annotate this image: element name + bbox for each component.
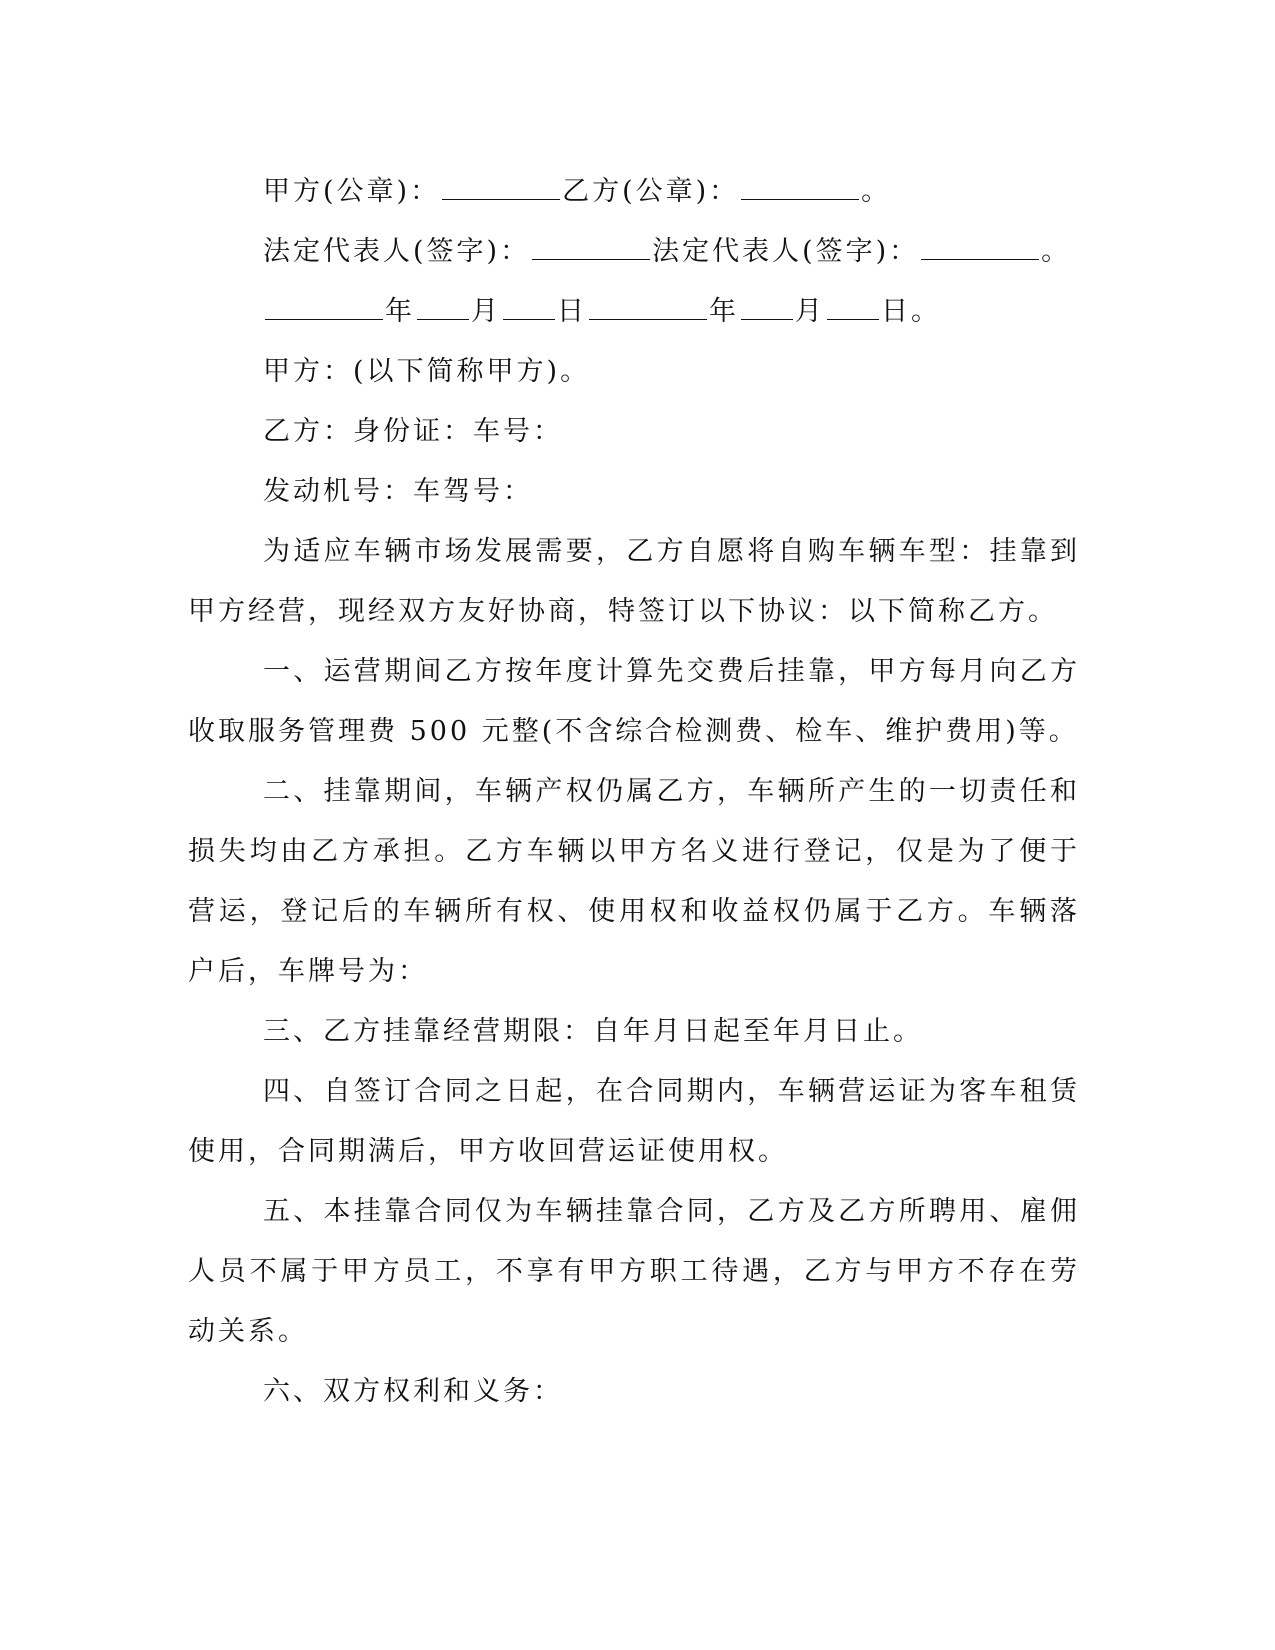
clause-3: 三、乙方挂靠经营期限：自年月日起至年月日止。 bbox=[263, 1016, 923, 1047]
party-b-seal-label: 乙方(公章)： bbox=[562, 176, 740, 207]
party-a-seal-blank bbox=[442, 167, 560, 200]
day-2-blank bbox=[827, 287, 879, 320]
year-2-label: 年 bbox=[709, 296, 739, 327]
year-1-blank bbox=[265, 287, 383, 320]
clause-1: 一、运营期间乙方按年度计算先交费后挂靠，甲方每月向乙方收取服务管理费 500 元整(不含综合检测费、检车、维护费用)等。 bbox=[188, 656, 1080, 747]
party-a-line: 甲方：(以下简称甲方)。 bbox=[263, 356, 591, 387]
engine-line: 发动机号：车驾号： bbox=[263, 476, 533, 507]
day-1-label: 日 bbox=[557, 296, 587, 327]
legal-rep-b-label: 法定代表人(签字)： bbox=[652, 236, 920, 267]
legal-rep-line bbox=[188, 222, 1080, 282]
month-2-blank bbox=[741, 287, 793, 320]
seal-line bbox=[188, 162, 1080, 222]
seal-line-end: 。 bbox=[861, 176, 892, 207]
party-b-line: 乙方：身份证：车号： bbox=[263, 416, 563, 447]
year-1-label: 年 bbox=[385, 296, 415, 327]
legal-rep-a-label: 法定代表人(签字)： bbox=[263, 236, 531, 267]
clause-4: 四、自签订合同之日起，在合同期内，车辆营运证为客车租赁使用，合同期满后，甲方收回营运证使用权。 bbox=[188, 1076, 1080, 1167]
party-b-seal-blank bbox=[741, 167, 859, 200]
document-body bbox=[188, 162, 1080, 1422]
party-a-seal-label: 甲方(公章)： bbox=[263, 176, 441, 207]
legal-rep-b-blank bbox=[921, 227, 1039, 260]
month-2-label: 月 bbox=[795, 296, 825, 327]
clause-5: 五、本挂靠合同仅为车辆挂靠合同，乙方及乙方所聘用、雇佣人员不属于甲方员工，不享有甲方职工待遇，乙方与甲方不存在劳动关系。 bbox=[188, 1196, 1080, 1347]
day-2-label: 日。 bbox=[881, 296, 941, 327]
legal-rep-a-blank bbox=[532, 227, 650, 260]
month-1-blank bbox=[417, 287, 469, 320]
clause-2: 二、挂靠期间，车辆产权仍属乙方，车辆所产生的一切责任和损失均由乙方承担。乙方车辆以甲方名义进行登记，仅是为了便于营运，登记后的车辆所有权、使用权和收益权仍属于乙方。车辆落户后，车牌号为： bbox=[188, 776, 1080, 987]
month-1-label: 月 bbox=[471, 296, 501, 327]
date-line bbox=[188, 282, 1080, 342]
clause-6: 六、双方权利和义务： bbox=[263, 1376, 563, 1407]
year-2-blank bbox=[589, 287, 707, 320]
legal-rep-line-end: 。 bbox=[1041, 236, 1072, 267]
day-1-blank bbox=[503, 287, 555, 320]
intro-paragraph: 为适应车辆市场发展需要，乙方自愿将自购车辆车型：挂靠到甲方经营，现经双方友好协商，特签订以下协议：以下简称乙方。 bbox=[188, 536, 1080, 627]
